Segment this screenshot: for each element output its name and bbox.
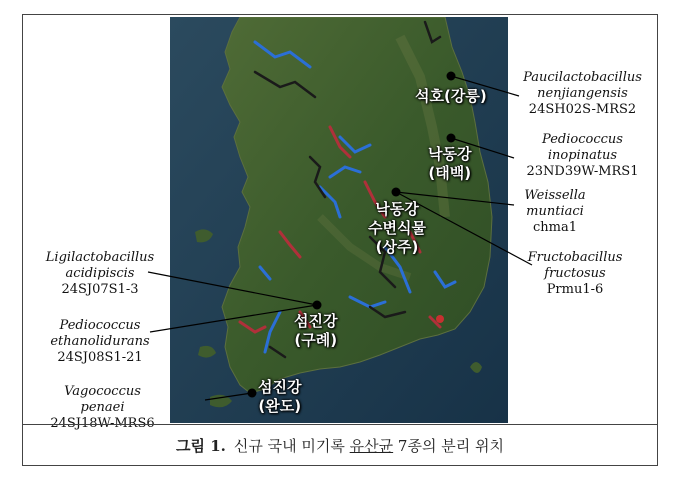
caption-prefix: 그림 1. xyxy=(176,437,226,455)
species-name: fructosus xyxy=(544,266,606,281)
species-name: Fructobacillus xyxy=(527,250,623,265)
species-pediococcus-inopinatus xyxy=(515,132,650,180)
site-label-line: (상주) xyxy=(375,238,419,256)
site-label-wando xyxy=(258,378,301,416)
species-name: acidipiscis xyxy=(65,266,135,281)
species-name: nenjiangensis xyxy=(537,86,628,101)
site-label-taebaek xyxy=(428,145,471,183)
strain-id: 24SJ18W-MRS6 xyxy=(50,416,155,431)
caption-text: 신규 국내 미기록 xyxy=(233,437,345,455)
caption-text: 7종의 분리 위치 xyxy=(397,437,504,455)
caption-underlined: 유산균 xyxy=(349,437,394,455)
species-name: Pediococcus xyxy=(542,132,623,147)
site-label-line: 낙동강 xyxy=(428,145,472,163)
species-name: ethanolidurans xyxy=(50,334,150,349)
site-label-line: 수변식물 xyxy=(368,219,426,237)
site-label-sangju xyxy=(368,200,426,257)
strain-id: 24SH02S-MRS2 xyxy=(528,102,637,117)
species-name: muntiaci xyxy=(526,204,584,219)
species-name: Vagococcus xyxy=(64,384,141,399)
satellite-map xyxy=(170,17,508,423)
species-fructobacillus xyxy=(525,250,625,298)
species-name: inopinatus xyxy=(547,148,618,163)
species-ligilactobacillus xyxy=(40,250,160,298)
species-paucilactobacillus xyxy=(515,70,650,118)
site-label-line: 섬진강 xyxy=(294,312,338,330)
korea-map-svg xyxy=(170,17,508,423)
species-name: Paucilactobacillus xyxy=(523,70,642,85)
species-name: Pediococcus xyxy=(59,318,141,333)
species-weissella xyxy=(515,188,595,236)
species-name: penaei xyxy=(80,400,125,415)
species-name: Weissella xyxy=(524,188,586,203)
figure-caption xyxy=(22,424,658,466)
city-marker xyxy=(436,315,444,323)
site-label-line: 낙동강 xyxy=(375,200,419,218)
site-label-line: (구례) xyxy=(294,331,338,349)
site-label-line: (완도) xyxy=(258,397,302,415)
site-label-gurye xyxy=(294,312,337,350)
site-label-gangneung: 석호(강릉) xyxy=(415,87,487,105)
species-name: Ligilactobacillus xyxy=(45,250,155,265)
strain-id: Prmu1-6 xyxy=(546,282,604,297)
strain-id: 23ND39W-MRS1 xyxy=(526,164,639,179)
species-pediococcus-ethanolidurans xyxy=(45,318,155,366)
strain-id: 24SJ08S1-21 xyxy=(57,350,143,365)
strain-id: 24SJ07S1-3 xyxy=(61,282,139,297)
site-label-line: 섬진강 xyxy=(258,378,302,396)
strain-id: chma1 xyxy=(532,220,577,235)
site-label-line: (태백) xyxy=(428,164,472,182)
